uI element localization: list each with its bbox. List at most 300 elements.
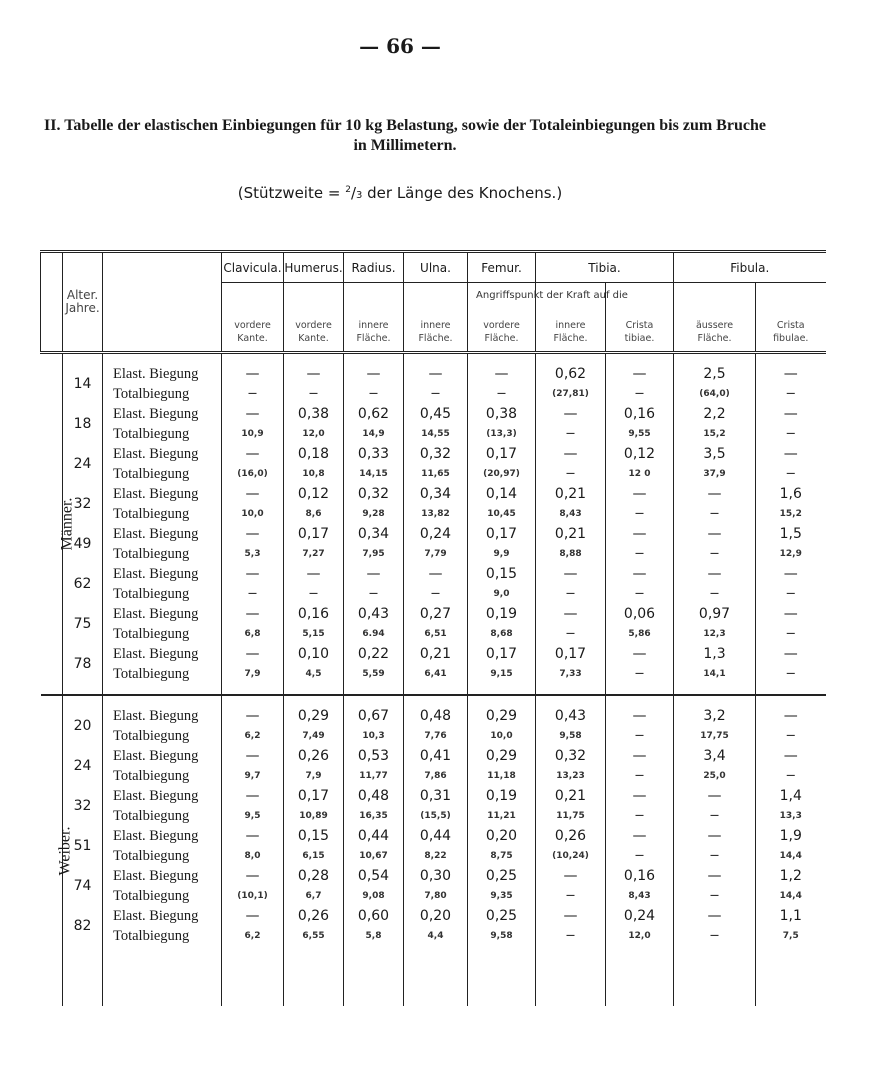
pad-cell (404, 946, 468, 1006)
total-value-cell: (13,3) (468, 424, 536, 444)
elast-value-cell: 0,21 (536, 524, 606, 544)
table-row (41, 786, 826, 806)
elast-value-cell: 0,28 (284, 866, 344, 886)
header-point-line: innere (358, 320, 389, 331)
total-value-cell: 7,5 (756, 926, 826, 946)
pad-cell (536, 695, 606, 706)
elast-value-cell: 0,60 (344, 906, 404, 926)
total-value-cell: 7,9 (222, 664, 284, 684)
elast-value-cell: — (756, 706, 826, 726)
elast-value-cell: — (536, 906, 606, 926)
men-group (41, 353, 826, 696)
total-value-cell: — (468, 384, 536, 404)
age-cell: 51 (63, 826, 103, 866)
elast-value-cell: 0,17 (284, 786, 344, 806)
header-point-line: Fläche. (418, 333, 453, 344)
elast-value-cell: — (756, 364, 826, 384)
elast-value-cell: 0,20 (468, 826, 536, 846)
row-label-elast: Elast. Biegung (103, 644, 222, 664)
elast-value-cell: 0,32 (404, 444, 468, 464)
elast-value-cell: 0,43 (344, 604, 404, 624)
elast-value-cell: — (536, 444, 606, 464)
header-point-line: vordere (483, 320, 520, 331)
elast-value-cell: 0,14 (468, 484, 536, 504)
elast-value-cell: 0,18 (284, 444, 344, 464)
elast-value-cell: — (222, 404, 284, 424)
total-value-cell: — (606, 544, 674, 564)
subtitle-post: der Länge des Knochens.) (362, 184, 563, 202)
total-value-cell: — (674, 846, 756, 866)
row-label-elast: Elast. Biegung (103, 364, 222, 384)
row-label-total: Totalbiegung (103, 886, 222, 906)
pad-cell (606, 695, 674, 706)
total-value-cell: 12 0 (606, 464, 674, 484)
header-blank-kind (103, 252, 222, 353)
table-header (41, 252, 826, 353)
pad-cell (103, 684, 222, 695)
row-label-elast: Elast. Biegung (103, 706, 222, 726)
elast-value-cell: 0,06 (606, 604, 674, 624)
elast-value-cell: — (756, 644, 826, 664)
women-group (41, 695, 826, 1006)
total-value-cell: 13,82 (404, 504, 468, 524)
total-value-cell: 10,67 (344, 846, 404, 866)
pad-cell (284, 695, 344, 706)
elast-value-cell: 0,34 (404, 484, 468, 504)
elast-value-cell: 0,33 (344, 444, 404, 464)
total-value-cell: — (756, 384, 826, 404)
elast-value-cell: 0,29 (468, 706, 536, 726)
total-value-cell: 7,95 (344, 544, 404, 564)
pad-cell (468, 684, 536, 695)
pad-cell (103, 353, 222, 365)
header-bone-femur: Femur. (468, 252, 536, 283)
elast-value-cell: 0,21 (536, 484, 606, 504)
table-row (41, 364, 826, 384)
pad-cell (222, 353, 284, 365)
total-value-cell: 7,27 (284, 544, 344, 564)
total-value-cell: — (756, 664, 826, 684)
elast-value-cell: 0,34 (344, 524, 404, 544)
total-value-cell: 12,3 (674, 624, 756, 644)
total-value-cell: 14,4 (756, 886, 826, 906)
elast-value-cell: 0,16 (606, 866, 674, 886)
total-value-cell: 6.94 (344, 624, 404, 644)
total-value-cell: 8,6 (284, 504, 344, 524)
elast-value-cell: — (674, 564, 756, 584)
page-number: — 66 — (359, 34, 441, 58)
table-row (41, 564, 826, 584)
total-value-cell: 12,0 (284, 424, 344, 444)
total-value-cell: (16,0) (222, 464, 284, 484)
elast-value-cell: — (344, 564, 404, 584)
elast-value-cell: — (222, 524, 284, 544)
row-label-total: Totalbiegung (103, 664, 222, 684)
total-value-cell: 25,0 (674, 766, 756, 786)
total-value-cell: 7,76 (404, 726, 468, 746)
row-label-elast: Elast. Biegung (103, 906, 222, 926)
total-value-cell: — (536, 886, 606, 906)
elast-value-cell: 2,2 (674, 404, 756, 424)
table-row (41, 806, 826, 826)
age-cell: 24 (63, 746, 103, 786)
total-value-cell: — (344, 384, 404, 404)
elast-value-cell: — (222, 746, 284, 766)
total-value-cell: 13,3 (756, 806, 826, 826)
header-point-line: vordere (295, 320, 332, 331)
elast-value-cell: 0,43 (536, 706, 606, 726)
header-point-line: Fläche. (484, 333, 519, 344)
header-point-line: Crista (776, 320, 805, 331)
table-row (41, 846, 826, 866)
pad-cell (344, 684, 404, 695)
data-table-container (40, 250, 809, 1006)
elast-value-cell: 1,4 (756, 786, 826, 806)
total-value-cell: 9,58 (536, 726, 606, 746)
total-value-cell: 9,35 (468, 886, 536, 906)
pad-cell (674, 695, 756, 706)
row-label-elast: Elast. Biegung (103, 786, 222, 806)
header-point-line: Fläche. (356, 333, 391, 344)
total-value-cell: 9,7 (222, 766, 284, 786)
age-cell: 75 (63, 604, 103, 644)
total-value-cell: 14,55 (404, 424, 468, 444)
total-value-cell: 5,3 (222, 544, 284, 564)
elast-value-cell: — (222, 644, 284, 664)
elast-value-cell: 3,4 (674, 746, 756, 766)
elast-value-cell: 0,38 (468, 404, 536, 424)
elast-value-cell: 0,24 (404, 524, 468, 544)
total-value-cell: 12,0 (606, 926, 674, 946)
total-value-cell: — (536, 464, 606, 484)
total-value-cell: 11,65 (404, 464, 468, 484)
table-row (41, 384, 826, 404)
elast-value-cell: — (468, 364, 536, 384)
sex-label: Männer. (57, 497, 75, 551)
elast-value-cell: 0,29 (468, 746, 536, 766)
age-cell: 18 (63, 404, 103, 444)
total-value-cell: 5,15 (284, 624, 344, 644)
total-value-cell: 10,0 (222, 504, 284, 524)
age-cell: 49 (63, 524, 103, 564)
total-value-cell: 8,0 (222, 846, 284, 866)
elast-value-cell: — (606, 644, 674, 664)
total-value-cell: 8,22 (404, 846, 468, 866)
row-label-total: Totalbiegung (103, 464, 222, 484)
total-value-cell: — (536, 584, 606, 604)
pad-cell (344, 946, 404, 1006)
header-alter-label: Alter. (66, 288, 99, 302)
table-row (41, 624, 826, 644)
row-label-total: Totalbiegung (103, 624, 222, 644)
elast-value-cell: — (222, 444, 284, 464)
pad-cell (222, 695, 284, 706)
elast-value-cell: 0,22 (344, 644, 404, 664)
elast-value-cell: — (756, 404, 826, 424)
total-value-cell: 8,88 (536, 544, 606, 564)
total-value-cell: — (536, 926, 606, 946)
table-row (41, 604, 826, 624)
elast-value-cell: 1,6 (756, 484, 826, 504)
header-point-line: vordere (234, 320, 271, 331)
pad-cell (284, 353, 344, 365)
elast-value-cell: — (344, 364, 404, 384)
elast-value-cell: 0,10 (284, 644, 344, 664)
elast-value-cell: 0,17 (284, 524, 344, 544)
table-row (41, 826, 826, 846)
row-label-total: Totalbiegung (103, 846, 222, 866)
pad-cell (536, 684, 606, 695)
elast-value-cell: — (222, 906, 284, 926)
row-label-total: Totalbiegung (103, 806, 222, 826)
table-row (41, 926, 826, 946)
row-label-elast: Elast. Biegung (103, 524, 222, 544)
elast-value-cell: 0,21 (536, 786, 606, 806)
header-bone-ulna: Ulna. (404, 252, 468, 283)
header-bone-clavicula: Clavicula. (222, 252, 284, 283)
total-value-cell: 6,8 (222, 624, 284, 644)
total-value-cell: — (404, 584, 468, 604)
subtitle-pre: (Stützweite = (237, 184, 346, 202)
elast-value-cell: 0,38 (284, 404, 344, 424)
total-value-cell: — (756, 766, 826, 786)
total-value-cell: — (674, 886, 756, 906)
total-value-cell: — (756, 424, 826, 444)
total-value-cell: 7,80 (404, 886, 468, 906)
total-value-cell: — (606, 584, 674, 604)
pad-cell (756, 695, 826, 706)
sex-label-cell (41, 353, 75, 696)
elast-value-cell: — (674, 826, 756, 846)
elast-value-cell: — (674, 524, 756, 544)
elast-value-cell: 0,97 (674, 604, 756, 624)
total-value-cell: 9,5 (222, 806, 284, 826)
total-value-cell: (27,81) (536, 384, 606, 404)
elast-value-cell: 1,2 (756, 866, 826, 886)
pad-cell (468, 695, 536, 706)
total-value-cell: 17,75 (674, 726, 756, 746)
total-value-cell: 6,2 (222, 726, 284, 746)
elast-value-cell: 0,17 (468, 444, 536, 464)
elast-value-cell: 0,19 (468, 604, 536, 624)
total-value-cell: — (674, 504, 756, 524)
elast-value-cell: — (756, 564, 826, 584)
total-value-cell: 7,49 (284, 726, 344, 746)
elast-value-cell: 0,31 (404, 786, 468, 806)
elast-value-cell: — (606, 484, 674, 504)
elast-value-cell: — (222, 564, 284, 584)
elast-value-cell: — (222, 706, 284, 726)
elast-value-cell: 0,45 (404, 404, 468, 424)
total-value-cell: 7,9 (284, 766, 344, 786)
header-point-line: Kante. (237, 333, 268, 344)
row-label-total: Totalbiegung (103, 926, 222, 946)
elast-value-cell: 0,32 (344, 484, 404, 504)
pad-cell (674, 684, 756, 695)
total-value-cell: — (756, 464, 826, 484)
table-row (41, 584, 826, 604)
total-value-cell: 8,75 (468, 846, 536, 866)
elast-value-cell: 0,29 (284, 706, 344, 726)
row-label-total: Totalbiegung (103, 424, 222, 444)
elast-value-cell: — (606, 564, 674, 584)
elast-value-cell: — (536, 564, 606, 584)
total-value-cell: 6,51 (404, 624, 468, 644)
total-value-cell: (20,97) (468, 464, 536, 484)
total-value-cell: — (222, 384, 284, 404)
sex-label: Weiber. (55, 826, 73, 876)
total-value-cell: — (284, 384, 344, 404)
table-row (41, 706, 826, 726)
total-value-cell: — (756, 726, 826, 746)
table-row (41, 866, 826, 886)
elast-value-cell: 0,12 (606, 444, 674, 464)
elast-value-cell: — (606, 364, 674, 384)
pad-cell (674, 353, 756, 365)
pad-cell (756, 946, 826, 1006)
elast-value-cell: — (222, 786, 284, 806)
table-row (41, 484, 826, 504)
row-label-total: Totalbiegung (103, 504, 222, 524)
table-row (41, 664, 826, 684)
table-row (41, 424, 826, 444)
elast-value-cell: 0,44 (344, 826, 404, 846)
total-value-cell: (64,0) (674, 384, 756, 404)
elast-value-cell: 2,5 (674, 364, 756, 384)
header-point-line: tibiae. (624, 333, 655, 344)
total-value-cell: 5,86 (606, 624, 674, 644)
row-label-total: Totalbiegung (103, 766, 222, 786)
table-row (41, 524, 826, 544)
total-value-cell: 10,45 (468, 504, 536, 524)
table-row (41, 726, 826, 746)
age-cell: 14 (63, 364, 103, 404)
table-row (41, 746, 826, 766)
pad-cell (63, 684, 103, 695)
elast-value-cell: — (606, 524, 674, 544)
elast-value-cell: — (222, 826, 284, 846)
total-value-cell: 9,28 (344, 504, 404, 524)
elast-value-cell: — (536, 404, 606, 424)
elast-value-cell: — (756, 604, 826, 624)
pad-cell (222, 946, 284, 1006)
header-blank-sex (41, 252, 63, 353)
elast-value-cell: 0,44 (404, 826, 468, 846)
header-jahre-label: Jahre. (65, 301, 100, 315)
total-value-cell: 7,86 (404, 766, 468, 786)
elast-value-cell: — (222, 604, 284, 624)
total-value-cell: — (756, 584, 826, 604)
header-bone-radius: Radius. (344, 252, 404, 283)
total-value-cell: 10,8 (284, 464, 344, 484)
elast-value-cell: 1,9 (756, 826, 826, 846)
row-label-total: Totalbiegung (103, 726, 222, 746)
table-row (41, 766, 826, 786)
total-value-cell: 9,9 (468, 544, 536, 564)
elast-value-cell: 0,21 (404, 644, 468, 664)
header-point-line: innere (420, 320, 451, 331)
total-value-cell: 6,55 (284, 926, 344, 946)
row-label-total: Totalbiegung (103, 584, 222, 604)
total-value-cell: 11,77 (344, 766, 404, 786)
elast-value-cell: 0,15 (468, 564, 536, 584)
pad-cell (63, 353, 103, 365)
total-value-cell: 8,43 (536, 504, 606, 524)
total-value-cell: — (606, 806, 674, 826)
header-point-line: Kante. (298, 333, 329, 344)
total-value-cell: 16,35 (344, 806, 404, 826)
elast-value-cell: 3,5 (674, 444, 756, 464)
table-row (41, 906, 826, 926)
total-value-cell: 14,4 (756, 846, 826, 866)
age-cell: 20 (63, 706, 103, 746)
total-value-cell: — (284, 584, 344, 604)
pad-cell (284, 946, 344, 1006)
total-value-cell: 10,0 (468, 726, 536, 746)
header-bone-fibula: Fibula. (674, 252, 826, 283)
elast-value-cell: 0,41 (404, 746, 468, 766)
total-value-cell: 11,21 (468, 806, 536, 826)
elast-value-cell: — (756, 444, 826, 464)
row-label-elast: Elast. Biegung (103, 564, 222, 584)
total-value-cell: — (674, 806, 756, 826)
elast-value-cell: 0,67 (344, 706, 404, 726)
total-value-cell: 14,15 (344, 464, 404, 484)
total-value-cell: 10,9 (222, 424, 284, 444)
pad-cell (222, 684, 284, 695)
data-table (40, 250, 826, 1006)
pad-cell (468, 946, 536, 1006)
table-row (41, 444, 826, 464)
pad-cell (63, 946, 103, 1006)
elast-value-cell: — (606, 706, 674, 726)
pad-cell (536, 353, 606, 365)
pad-cell (404, 684, 468, 695)
row-label-elast: Elast. Biegung (103, 746, 222, 766)
row-label-elast: Elast. Biegung (103, 866, 222, 886)
elast-value-cell: — (756, 746, 826, 766)
elast-value-cell: — (536, 866, 606, 886)
table-subtitle: (Stützweite = $^2$/3 der Länge des Knochens.) (237, 184, 563, 202)
pad-cell (606, 353, 674, 365)
total-value-cell: 9,58 (468, 926, 536, 946)
total-value-cell: — (674, 544, 756, 564)
total-value-cell: 4,5 (284, 664, 344, 684)
elast-value-cell: 0,25 (468, 906, 536, 926)
pad-cell (284, 684, 344, 695)
header-bone-humerus: Humerus. (284, 252, 344, 283)
elast-value-cell: — (222, 364, 284, 384)
total-value-cell: 14,1 (674, 664, 756, 684)
total-value-cell: (10,24) (536, 846, 606, 866)
elast-value-cell: 0,30 (404, 866, 468, 886)
table-row (41, 504, 826, 524)
row-label-total: Totalbiegung (103, 384, 222, 404)
age-cell: 24 (63, 444, 103, 484)
total-value-cell: 8,43 (606, 886, 674, 906)
elast-value-cell: — (674, 786, 756, 806)
elast-value-cell: 0,54 (344, 866, 404, 886)
elast-value-cell: 0,24 (606, 906, 674, 926)
total-value-cell: 6,41 (404, 664, 468, 684)
total-value-cell: 10,89 (284, 806, 344, 826)
elast-value-cell: 0,19 (468, 786, 536, 806)
pad-cell (344, 695, 404, 706)
total-value-cell: — (606, 504, 674, 524)
table-row (41, 404, 826, 424)
total-value-cell: — (756, 624, 826, 644)
row-label-elast: Elast. Biegung (103, 826, 222, 846)
